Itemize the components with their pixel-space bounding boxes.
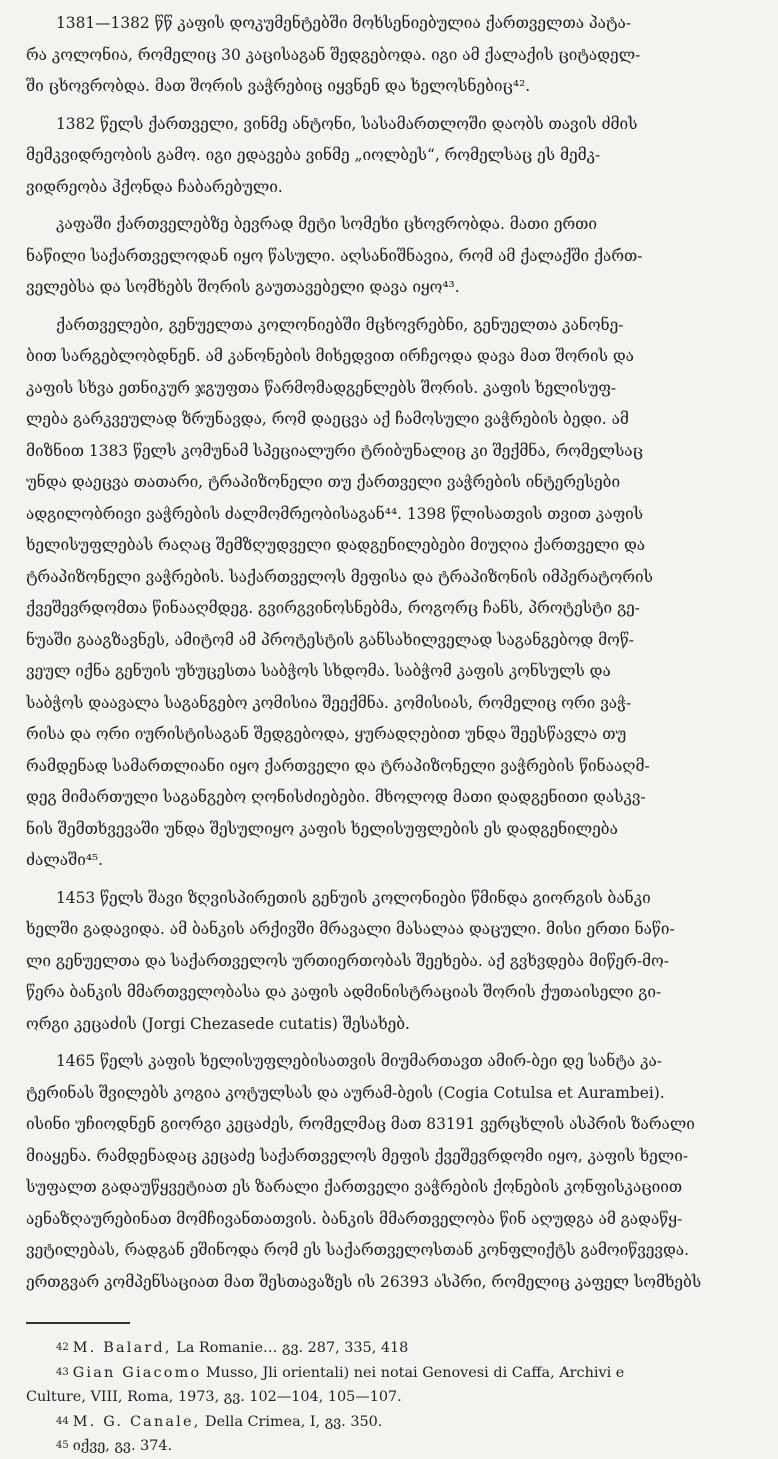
text-line: ქვეშევრდომთა წინააღმდეგ. გვირგვინოსნებმა, როგორც ჩანს, პროტესტი გე- bbox=[26, 599, 640, 617]
footnotes bbox=[26, 1336, 766, 1459]
footnote-44 bbox=[26, 1410, 766, 1435]
text-line: მიაყენა. რამდენადაც კეცაძე საქართველოს მეფის ქვეშევრდომი იყო, კაფის ხელი- bbox=[26, 1146, 689, 1165]
text-line: მიზნით 1383 წელს კომუნამ სპეციალური ტრიბუნალიც კი შექმნა, რომელსაც bbox=[26, 441, 644, 460]
text-line: ქართველები, გენუელთა კოლონიებში მცხოვრებნი, გენუელთა კანონე- bbox=[56, 315, 624, 334]
text-line: კაფაში ქართველებზე ბევრად მეტი სომეხი ცხოვრობდა. მათი ერთი bbox=[56, 215, 598, 233]
text-line: რა კოლონია, რომელიც 30 კაცისაგან შედგებოდა. იგი ამ ქალაქის ციტადელ- bbox=[26, 45, 641, 64]
footnote-number: 45 bbox=[56, 1440, 69, 1451]
footnote-author: Gian Giacomo bbox=[72, 1364, 202, 1381]
text-line: 1381—1382 წწ კაფის დოკუმენტებში მოხსენიებულია ქართველთა პატა- bbox=[56, 14, 632, 32]
footnote-number: 44 bbox=[56, 1415, 69, 1427]
text-line: ისინი უჩიოდნენ გიორგი კეცაძეს, რომელმაც მათ 83191 ვერცხლის ასპრის ზარალი bbox=[26, 1115, 695, 1133]
footnote-42 bbox=[26, 1336, 766, 1361]
paragraph bbox=[26, 109, 766, 204]
footnote-45 bbox=[26, 1434, 766, 1459]
footnote-43 bbox=[26, 1361, 766, 1386]
text-line: ხელში გადავიდა. ამ ბანკის არქივში მრავალი მასალაა დაცული. მისი ერთი ნაწი- bbox=[26, 920, 675, 938]
footnote-number: 42 bbox=[56, 1342, 69, 1353]
text-line: ხელისუფლებას რაღაც შემზღუდველი დადგენილებები მიუღია ქართველი და bbox=[26, 536, 646, 554]
text-line: ნუაში გააგზავნეს, ამიტომ ამ პროტესტის განსახილველად საგანგებოდ მოწ- bbox=[26, 630, 635, 649]
text-line: ვეულ იქნა გენუის უხუცესთა საბჭოს სხდომა. საბჭომ კაფის კონსულს და bbox=[26, 662, 611, 680]
text-line: საბჭოს დაავალა საგანგებო კომისია შეექმნა. კომისიას, რომელიც ორი ვაჭ- bbox=[26, 693, 632, 712]
text-line: 1453 წელს შავი ზღვისპირეთის გენუის კოლონიები წმინდა გიორგის ბანკი bbox=[56, 888, 651, 907]
paragraph bbox=[26, 1046, 766, 1298]
text-line: ძალაში⁴⁵. bbox=[26, 851, 104, 869]
text-line: ტერინას შვილებს კოგია კოტულსას და აურამ-ბეის (Cogia Cotulsa et Aurambei). bbox=[26, 1083, 665, 1102]
text-line: ადგილობრივი ვაჭრების ძალმომრეობისაგან⁴⁴. 1398 წლისათვის თვით კაფის bbox=[26, 504, 644, 523]
text-line: ტრაპიზონელი ვაჭრების. საქართველოს მეფისა და ტრაპიზონის იმპერატორის bbox=[26, 567, 653, 586]
text-line: რისა და ორი იურისტისაგან შედგებოდა, ყურადღებით უნდა შეესწავლა თუ bbox=[26, 725, 627, 743]
footnote-author: M. Balard, bbox=[72, 1340, 172, 1356]
text-line: ლება გარკვეულად ზრუნავდა, რომ დაეცვა აქ ჩამოსული ვაჭრების ბედი. ამ bbox=[26, 410, 629, 428]
text-line: წერა ბანკის მმართველობასა და კაფის ადმინისტრაციას შორის ქუთაისელი გი- bbox=[26, 983, 662, 1001]
text-line: ვეტილებას, რადგან ეშინოდა რომ ეს საქართველოსთან კონფლიქტს გამოიწვევდა. bbox=[26, 1241, 690, 1259]
footnote-author: M. G. Canale, bbox=[72, 1413, 201, 1430]
footnote-text: Musso, Jli orientali) nei notai Genovesi di Caffa, Archivi e bbox=[201, 1364, 625, 1381]
text-line: ში ცხოვრობდა. მათ შორის ვაჭრებიც იყვნენ და ხელოსნებიც⁴². bbox=[26, 77, 531, 95]
text-line: 1382 წელს ქართველი, ვინმე ანტონი, სასამართლოში დაობს თავის ძმის bbox=[56, 114, 638, 133]
footnote-43-continuation bbox=[26, 1385, 766, 1410]
text-line: მემკვიდრეობის გამო. იგი ედავება ვინმე „იოლბეს“, რომელსაც ეს მემკ- bbox=[26, 146, 601, 164]
text-line: აენაზღაურებინათ მომჩივანთათვის. ბანკის მმართველობა წინ აღუდგა ამ გადაწყ- bbox=[26, 1209, 683, 1228]
text-line: ლი გენუელთა და საქართველოს ურთიერთობას შეეხება. აქ გვხვდება მიწერ-მო- bbox=[26, 951, 669, 970]
text-line: კაფის სხვა ეთნიკურ ჯგუფთა წარმომადგენლებს შორის. კაფის ხელისუფ- bbox=[26, 378, 617, 397]
text-line: ნაწილი საქართველოდან იყო წასული. აღსანიშნავია, რომ ამ ქალაქში ქართ- bbox=[26, 246, 643, 265]
paragraph bbox=[26, 8, 766, 103]
text-line: ერთგვარ კომპენსაციათ მათ შესთავაზეს ის 26393 ასპრი, რომელიც კაფელ სომხებს bbox=[26, 1272, 702, 1291]
text-line: დეგ მიმართული საგანგებო ღონისძიებები. მხოლოდ მათი დადგენითი დასკვ- bbox=[26, 788, 646, 806]
footnote-text: იქვე, გვ. 374. bbox=[72, 1438, 173, 1454]
text-line: ნის შემთხვევაში უნდა შესულიყო კაფის ხელისუფლების ეს დადგენილება bbox=[26, 819, 618, 838]
footnote-divider bbox=[26, 1322, 130, 1324]
text-line: ვიდრეობა ჰქონდა ჩაბარებული. bbox=[26, 177, 283, 196]
text-line: ორგი კეცაძის (Jorgi Chezasede cutatis) შესახებ. bbox=[26, 1014, 410, 1033]
text-line: უნდა დაეცვა თათარი, ტრაპიზონელი თუ ქართველი ვაჭრების ინტერესები bbox=[26, 473, 621, 491]
paragraph bbox=[26, 883, 766, 1041]
footnote-number: 43 bbox=[56, 1366, 69, 1378]
paragraph bbox=[26, 310, 766, 877]
footnote-text: Della Crimea, I, გვ. 350. bbox=[200, 1413, 383, 1430]
text-line: რამდენად სამართლიანი იყო ქართველი და ტრაპიზონელი ვაჭრების წინააღმ- bbox=[26, 756, 650, 775]
footnote-text: Culture, VIII, Roma, 1973, გვ. 102—104, 105—107. bbox=[26, 1389, 402, 1405]
paragraph bbox=[26, 209, 766, 304]
text-line: ველებსა და სომხებს შორის გაუთავებელი დავა იყო⁴³. bbox=[26, 278, 460, 296]
footnote-text: La Romanie… გვ. 287, 335, 418 bbox=[171, 1340, 409, 1356]
text-line: 1465 წელს კაფის ხელისუფლებისათვის მიუმართავთ ამირ-ბეი დე სანტა კა- bbox=[56, 1052, 662, 1070]
text-line: ბით სარგებლობდნენ. ამ კანონების მიხედვით ირჩეოდა დავა მათ შორის და bbox=[26, 347, 634, 365]
body-text bbox=[26, 8, 766, 1298]
text-line: სუფალთ გადაუწყვეტიათ ეს ზარალი ქართველი ვაჭრების ქონების კონფისკაციით bbox=[26, 1178, 683, 1196]
